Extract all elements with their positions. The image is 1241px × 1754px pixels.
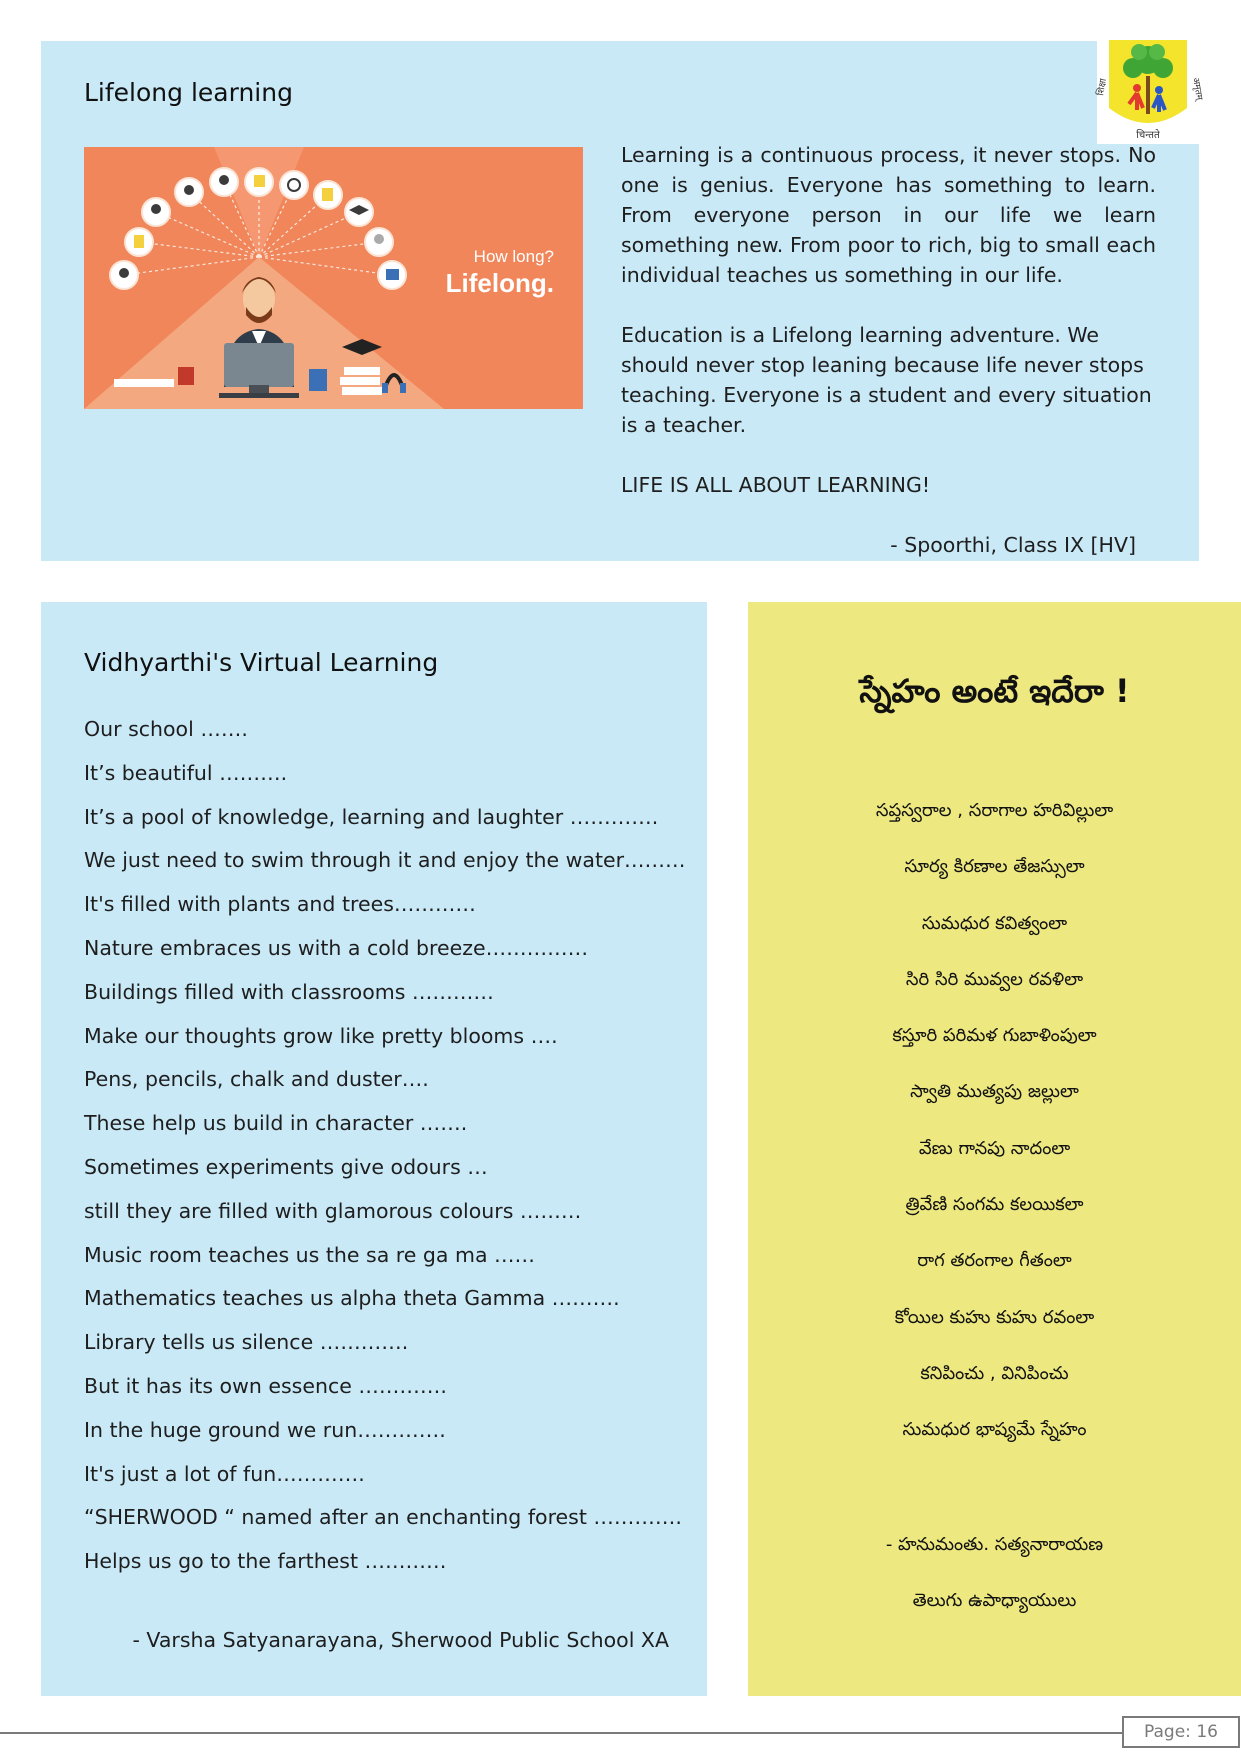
poem-line: Library tells us silence …………. xyxy=(84,1330,409,1355)
lifelong-learning-title: Lifelong learning xyxy=(84,78,293,107)
virtual-learning-poem xyxy=(84,708,694,1584)
logo-right-text: अमृतम् xyxy=(1190,76,1204,101)
poem-byline: - Varsha Satyanarayana, Sherwood Public School XA xyxy=(132,1628,669,1652)
telugu-poem-title: స్నేహం అంటే ఇదేరా ! xyxy=(859,672,1130,710)
telugu-poem-credit xyxy=(748,1530,1241,1642)
poem-line: It’s a pool of knowledge, learning and laughter …………. xyxy=(84,804,659,829)
logo-bottom-text: चिन्तते xyxy=(1136,130,1160,141)
poem-line: Music room teaches us the sa re ga ma …… xyxy=(84,1242,536,1267)
poem-line: Pens, pencils, chalk and duster…. xyxy=(84,1067,429,1092)
article-paragraph: Learning is a continuous process, it never stops. No one is genius. Everyone has something to learn. From everyone person in our life we learn something new. From poor to rich, big to small each individual teaches us something in our life. xyxy=(621,143,1156,287)
poem-line: Mathematics teaches us alpha theta Gamma ………. xyxy=(84,1286,620,1311)
telugu-line: రాగ తరంగాల గీతంలా xyxy=(917,1250,1072,1272)
lifelong-illustration xyxy=(84,147,583,409)
telugu-line: స్వాతి ముత్యపు జల్లులా xyxy=(910,1081,1079,1103)
footer-divider xyxy=(0,1732,1122,1734)
telugu-line: త్రివేణి సంగమ కలయికలా xyxy=(905,1194,1084,1216)
telugu-line: కస్తూరి పరిమళ గుబాళింపులా xyxy=(892,1025,1097,1047)
telugu-line: సిరి సిరి మువ్వల రవళిలా xyxy=(905,968,1084,990)
poem-line: “SHERWOOD “ named after an enchanting forest …………. xyxy=(84,1505,682,1530)
image-small-text: How long? xyxy=(473,247,554,266)
telugu-poem-lines xyxy=(748,796,1241,1472)
telugu-line: వేణు గానపు నాదంలా xyxy=(918,1137,1071,1159)
image-big-text: Lifelong. xyxy=(445,268,554,298)
poem-line: Buildings filled with classrooms ………… xyxy=(84,979,494,1004)
poem-line: Nature embraces us with a cold breeze…………… xyxy=(84,935,589,960)
telugu-line: కనిపించు , వినిపించు xyxy=(920,1362,1069,1384)
tree-emblem-icon xyxy=(1096,38,1204,144)
telugu-author-role: తెలుగు ఉపాధ్యాయులు xyxy=(912,1590,1077,1611)
poem-line: It's filled with plants and trees………… xyxy=(84,892,476,917)
logo-left-text: शिक्षा xyxy=(1096,77,1109,97)
telugu-line: సూర్య కిరణాల తేజస్సులా xyxy=(904,856,1085,878)
article-paragraph: Education is a Lifelong learning adventure. We should never stop leaning because life never stops teaching. Everyone is a student and every situation is a teacher. xyxy=(621,323,1152,437)
poem-line: We just need to swim through it and enjoy the water……… xyxy=(84,848,686,873)
poem-line: Make our thoughts grow like pretty blooms …. xyxy=(84,1023,558,1048)
article-byline: - Spoorthi, Class IX [HV] xyxy=(890,533,1136,557)
telugu-author: - హనుమంతు. సత్యనారాయణ xyxy=(885,1534,1104,1555)
poem-line: These help us build in character ……. xyxy=(84,1111,468,1136)
poem-line: still they are filled with glamorous colours ……… xyxy=(84,1198,582,1223)
poem-line: It’s beautiful ………. xyxy=(84,760,288,785)
poem-line: Sometimes experiments give odours … xyxy=(84,1154,488,1179)
telugu-line: కోయిల కుహు కుహు రవంలా xyxy=(894,1306,1095,1328)
virtual-learning-title: Vidhyarthi's Virtual Learning xyxy=(84,648,439,677)
poem-line: Our school ……. xyxy=(84,717,248,741)
article-paragraph: LIFE IS ALL ABOUT LEARNING! xyxy=(621,473,931,497)
page-number: Page: 16 xyxy=(1122,1716,1240,1748)
poem-line: In the huge ground we run…………. xyxy=(84,1417,446,1442)
poem-line: But it has its own essence …………. xyxy=(84,1373,447,1398)
poem-line: It's just a lot of fun…………. xyxy=(84,1461,365,1486)
telugu-line: సప్తస్వరాల , సరాగాల హరివిల్లులా xyxy=(875,800,1114,821)
lifelong-article xyxy=(621,140,1156,560)
telugu-line: సుమధుర భాష్యమే స్నేహం xyxy=(902,1419,1087,1441)
telugu-line: సుమధుర కవిత్వంలా xyxy=(921,912,1068,934)
poem-line: Helps us go to the farthest ………… xyxy=(84,1549,447,1574)
school-logo xyxy=(1096,38,1204,144)
